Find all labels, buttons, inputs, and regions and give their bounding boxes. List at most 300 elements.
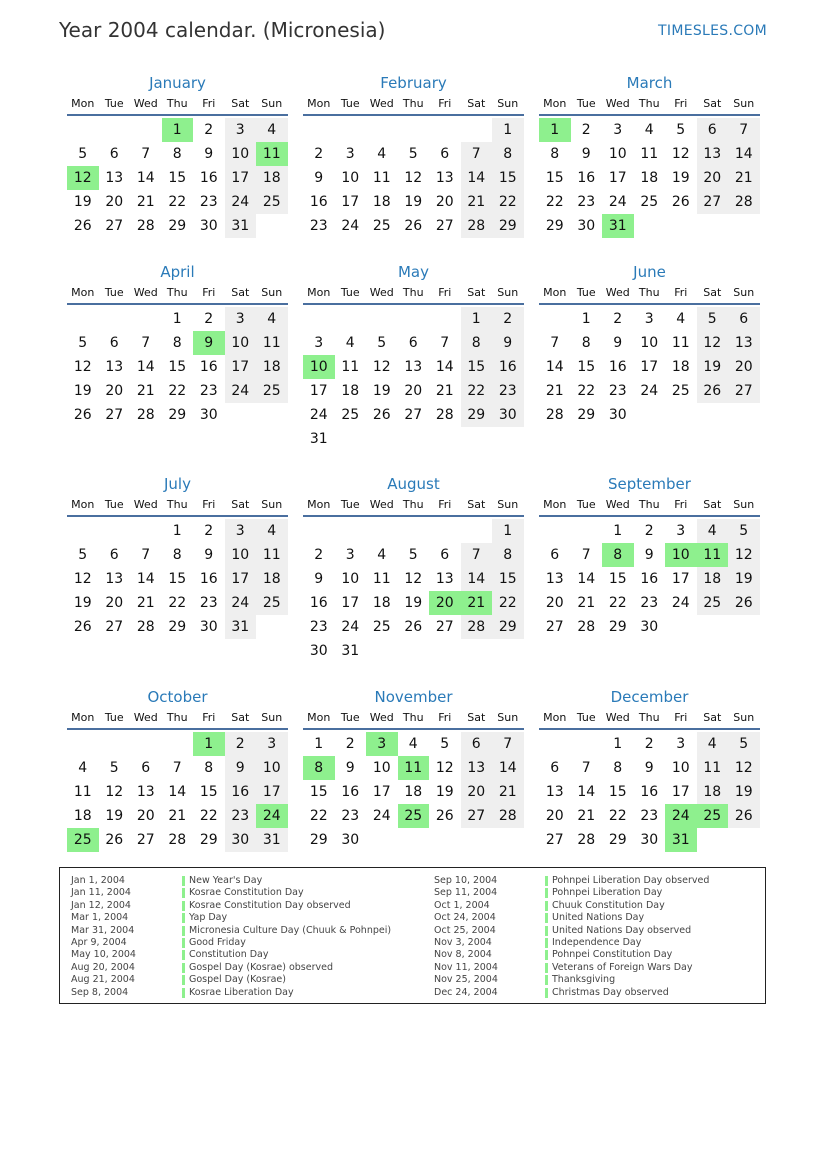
day-cell: 9: [613, 335, 623, 351]
holiday-date: Sep 8, 2004: [71, 986, 129, 998]
day-cell: 24: [256, 804, 288, 828]
weekday-label: Sat: [467, 286, 486, 299]
month-december: [539, 686, 760, 852]
weekday-label: Fri: [202, 286, 216, 299]
weekday-label: Tue: [576, 711, 596, 724]
weekday-label: Sun: [733, 711, 755, 724]
page-title: Year 2004 calendar. (Micronesia): [59, 18, 386, 42]
day-cell: 14: [136, 359, 155, 375]
day-grid: [539, 118, 760, 238]
day-cell: 23: [341, 808, 360, 824]
weekday-label: Sat: [467, 711, 486, 724]
day-cell: 3: [644, 311, 654, 327]
day-cell: 18: [73, 808, 92, 824]
day-cell: 13: [545, 571, 564, 587]
day-cell: 11: [372, 571, 391, 587]
day-cell: 17: [225, 166, 257, 190]
weekday-label: Wed: [605, 711, 630, 724]
day-cell: 29: [492, 214, 524, 238]
day-cell: 28: [136, 619, 155, 635]
weekday-label: Fri: [438, 498, 452, 511]
empty-cell: [398, 307, 430, 331]
day-cell: 19: [404, 194, 423, 210]
holiday-name: Kosrae Liberation Day: [189, 986, 294, 998]
weekday-label: Wed: [369, 711, 394, 724]
weekday-label: Sun: [497, 286, 519, 299]
day-cell: 8: [172, 146, 182, 162]
day-cell: 21: [577, 808, 596, 824]
legend-row: [434, 925, 764, 937]
day-cell: 6: [109, 547, 119, 563]
holiday-date: Oct 25, 2004: [434, 924, 496, 936]
day-cell: 30: [199, 619, 218, 635]
holiday-name: United Nations Day observed: [552, 924, 692, 936]
holiday-legend: [59, 867, 766, 1004]
day-cell: 16: [199, 170, 218, 186]
holiday-marker: [182, 888, 185, 898]
holiday-name: Pohnpei Constitution Day: [552, 949, 673, 961]
day-cell: 28: [461, 214, 493, 238]
day-cell: 5: [377, 335, 387, 351]
day-cell: 2: [492, 307, 524, 331]
day-cell: 27: [435, 619, 454, 635]
day-cell: 12: [404, 571, 423, 587]
day-cell: 14: [136, 571, 155, 587]
day-cell: 28: [136, 218, 155, 234]
day-grid: [303, 118, 524, 238]
header-rule: [539, 728, 760, 730]
day-cell: 5: [728, 519, 760, 543]
holiday-marker: [545, 950, 548, 960]
day-cell: 19: [728, 567, 760, 591]
day-cell: 25: [256, 190, 288, 214]
day-cell: 17: [372, 784, 391, 800]
day-cell: 23: [199, 194, 218, 210]
empty-cell: [67, 118, 99, 142]
day-cell: 11: [372, 170, 391, 186]
weekday-label: Wed: [369, 498, 394, 511]
day-cell: 28: [435, 407, 454, 423]
day-cell: 22: [168, 595, 187, 611]
weekday-label: Sun: [733, 286, 755, 299]
legend-row: [71, 912, 401, 924]
weekday-label: Thu: [166, 286, 188, 299]
holiday-date: Apr 9, 2004: [71, 936, 127, 948]
day-cell: 21: [461, 591, 493, 615]
day-cell: 27: [545, 619, 564, 635]
weekday-label: Thu: [402, 286, 424, 299]
day-cell: 8: [461, 331, 493, 355]
day-cell: 4: [408, 736, 418, 752]
empty-cell: [571, 519, 603, 543]
holiday-marker: [545, 938, 548, 948]
day-cell: 15: [492, 567, 524, 591]
day-cell: 1: [172, 311, 182, 327]
day-cell: 10: [372, 760, 391, 776]
day-cell: 24: [665, 804, 697, 828]
empty-cell: [398, 519, 430, 543]
day-cell: 6: [109, 146, 119, 162]
holiday-date: Sep 10, 2004: [434, 875, 498, 886]
legend-column-left: [71, 875, 401, 999]
day-cell: 24: [640, 383, 659, 399]
day-cell: 31: [665, 828, 697, 852]
day-cell: 11: [256, 142, 288, 166]
day-cell: 11: [341, 359, 360, 375]
brand-link[interactable]: TIMESLES.COM: [658, 23, 767, 39]
holiday-date: May 10, 2004: [71, 949, 136, 961]
month-january: [67, 72, 288, 238]
day-cell: 18: [256, 166, 288, 190]
day-cell: 12: [67, 166, 99, 190]
day-cell: 10: [671, 760, 690, 776]
day-cell: 18: [372, 595, 391, 611]
day-cell: 31: [341, 643, 360, 659]
day-cell: 29: [608, 832, 627, 848]
day-cell: 13: [105, 170, 124, 186]
weekday-header: [303, 283, 524, 303]
empty-cell: [429, 118, 461, 142]
day-cell: 18: [671, 359, 690, 375]
day-cell: 1: [162, 118, 194, 142]
empty-cell: [67, 307, 99, 331]
day-cell: 26: [73, 407, 92, 423]
empty-cell: [366, 118, 398, 142]
empty-cell: [571, 732, 603, 756]
empty-cell: [366, 519, 398, 543]
day-cell: 23: [225, 804, 257, 828]
day-cell: 17: [640, 359, 659, 375]
day-cell: 22: [168, 383, 187, 399]
day-cell: 20: [545, 595, 564, 611]
weekday-label: Mon: [307, 286, 331, 299]
day-cell: 14: [728, 142, 760, 166]
day-cell: 30: [341, 832, 360, 848]
day-cell: 3: [345, 547, 355, 563]
day-cell: 7: [172, 760, 182, 776]
weekday-label: Wed: [369, 97, 394, 110]
day-cell: 29: [168, 218, 187, 234]
day-cell: 17: [341, 595, 360, 611]
empty-cell: [429, 519, 461, 543]
weekday-label: Sun: [261, 498, 283, 511]
day-cell: 8: [492, 543, 524, 567]
empty-cell: [335, 118, 367, 142]
day-cell: 21: [136, 383, 155, 399]
day-cell: 1: [492, 519, 524, 543]
day-cell: 13: [728, 331, 760, 355]
day-grid: [67, 307, 288, 427]
holiday-date: Nov 25, 2004: [434, 974, 498, 986]
day-cell: 18: [256, 567, 288, 591]
weekday-label: Tue: [340, 286, 360, 299]
day-cell: 8: [602, 543, 634, 567]
day-cell: 14: [136, 170, 155, 186]
day-cell: 15: [168, 571, 187, 587]
weekday-label: Sat: [703, 286, 722, 299]
day-cell: 26: [728, 804, 760, 828]
day-cell: 22: [168, 194, 187, 210]
day-grid: [539, 307, 760, 427]
header-rule: [303, 114, 524, 116]
day-cell: 23: [309, 218, 328, 234]
month-august: [303, 473, 524, 663]
day-cell: 6: [728, 307, 760, 331]
day-cell: 31: [602, 214, 634, 238]
day-cell: 20: [697, 166, 729, 190]
holiday-date: Oct 1, 2004: [434, 899, 490, 911]
holiday-date: Jan 11, 2004: [71, 887, 131, 899]
day-cell: 30: [225, 828, 257, 852]
weekday-label: Tue: [576, 97, 596, 110]
weekday-label: Sat: [231, 711, 250, 724]
day-cell: 12: [372, 359, 391, 375]
holiday-marker: [545, 901, 548, 911]
day-cell: 13: [545, 784, 564, 800]
day-cell: 16: [608, 359, 627, 375]
holiday-name: Pohnpei Liberation Day observed: [552, 875, 710, 886]
empty-cell: [130, 519, 162, 543]
holiday-date: Oct 24, 2004: [434, 912, 496, 924]
day-cell: 18: [256, 355, 288, 379]
header-rule: [303, 728, 524, 730]
weekday-label: Mon: [307, 97, 331, 110]
day-cell: 10: [341, 170, 360, 186]
day-cell: 2: [314, 547, 324, 563]
empty-cell: [99, 732, 131, 756]
weekday-label: Mon: [71, 286, 95, 299]
empty-cell: [335, 519, 367, 543]
day-cell: 17: [225, 355, 257, 379]
day-cell: 25: [67, 828, 99, 852]
day-cell: 27: [461, 804, 493, 828]
weekday-label: Mon: [307, 711, 331, 724]
legend-row: [434, 887, 764, 899]
legend-row: [434, 962, 764, 974]
day-cell: 15: [309, 784, 328, 800]
legend-row: [71, 949, 401, 961]
holiday-name: Gospel Day (Kosrae): [189, 974, 286, 986]
weekday-label: Sat: [467, 97, 486, 110]
day-cell: 26: [671, 194, 690, 210]
day-cell: 15: [168, 359, 187, 375]
weekday-label: Thu: [638, 498, 660, 511]
weekday-header: [67, 495, 288, 515]
holiday-date: Dec 24, 2004: [434, 986, 498, 998]
day-cell: 12: [404, 170, 423, 186]
holiday-marker: [182, 975, 185, 985]
holiday-name: Good Friday: [189, 936, 246, 948]
month-name: May: [397, 263, 429, 281]
day-cell: 6: [141, 760, 151, 776]
day-cell: 29: [492, 615, 524, 639]
day-cell: 2: [204, 122, 214, 138]
weekday-label: Sat: [703, 498, 722, 511]
day-cell: 2: [314, 146, 324, 162]
day-cell: 25: [671, 383, 690, 399]
day-cell: 16: [341, 784, 360, 800]
weekday-label: Thu: [402, 97, 424, 110]
holiday-marker: [545, 975, 548, 985]
day-cell: 30: [640, 832, 659, 848]
day-cell: 20: [461, 780, 493, 804]
day-cell: 19: [697, 355, 729, 379]
holiday-marker: [182, 963, 185, 973]
day-cell: 7: [581, 547, 591, 563]
day-cell: 13: [435, 571, 454, 587]
weekday-label: Sun: [261, 711, 283, 724]
day-cell: 20: [545, 808, 564, 824]
day-cell: 10: [225, 543, 257, 567]
header-rule: [539, 515, 760, 517]
holiday-marker: [182, 988, 185, 998]
day-cell: 22: [577, 383, 596, 399]
weekday-label: Tue: [104, 711, 124, 724]
weekday-label: Fri: [674, 711, 688, 724]
holiday-date: Sep 11, 2004: [434, 887, 498, 899]
weekday-label: Fri: [674, 97, 688, 110]
day-cell: 3: [256, 732, 288, 756]
header-rule: [539, 114, 760, 116]
day-cell: 21: [577, 595, 596, 611]
day-grid: [67, 118, 288, 238]
month-name: January: [149, 74, 206, 92]
holiday-name: Kosrae Constitution Day observed: [189, 899, 351, 911]
day-cell: 12: [73, 359, 92, 375]
weekday-label: Thu: [166, 498, 188, 511]
day-cell: 15: [168, 170, 187, 186]
holiday-date: Mar 1, 2004: [71, 912, 129, 924]
day-cell: 25: [256, 591, 288, 615]
holiday-date: Aug 21, 2004: [71, 974, 135, 986]
day-cell: 11: [697, 756, 729, 780]
weekday-label: Thu: [166, 711, 188, 724]
day-cell: 10: [665, 543, 697, 567]
day-cell: 9: [492, 331, 524, 355]
weekday-label: Mon: [71, 711, 95, 724]
day-cell: 17: [671, 784, 690, 800]
day-cell: 5: [408, 146, 418, 162]
day-cell: 13: [404, 359, 423, 375]
day-cell: 19: [372, 383, 391, 399]
holiday-name: United Nations Day: [552, 912, 645, 924]
day-cell: 15: [461, 355, 493, 379]
day-grid: [67, 732, 288, 852]
day-cell: 8: [303, 756, 335, 780]
holiday-marker: [545, 888, 548, 898]
day-cell: 18: [341, 383, 360, 399]
day-cell: 16: [492, 355, 524, 379]
holiday-date: Jan 12, 2004: [71, 899, 131, 911]
day-cell: 27: [105, 218, 124, 234]
day-cell: 1: [539, 118, 571, 142]
day-cell: 21: [461, 190, 493, 214]
weekday-label: Mon: [543, 711, 567, 724]
day-cell: 26: [73, 619, 92, 635]
day-cell: 24: [225, 379, 257, 403]
day-cell: 25: [640, 194, 659, 210]
day-grid: [303, 307, 524, 451]
weekday-label: Thu: [638, 286, 660, 299]
day-cell: 26: [435, 808, 454, 824]
day-cell: 24: [372, 808, 391, 824]
weekday-label: Tue: [104, 498, 124, 511]
holiday-name: Yap Day: [189, 912, 228, 924]
legend-row: [71, 937, 401, 949]
day-cell: 21: [492, 780, 524, 804]
day-cell: 20: [105, 383, 124, 399]
weekday-label: Sun: [733, 97, 755, 110]
legend-row: [434, 974, 764, 986]
day-cell: 4: [377, 146, 387, 162]
day-cell: 7: [141, 146, 151, 162]
day-cell: 29: [309, 832, 328, 848]
day-cell: 20: [105, 194, 124, 210]
day-cell: 22: [492, 190, 524, 214]
day-cell: 1: [613, 736, 623, 752]
day-cell: 28: [545, 407, 564, 423]
weekday-label: Mon: [307, 498, 331, 511]
day-cell: 14: [545, 359, 564, 375]
day-cell: 10: [303, 355, 335, 379]
month-name: October: [147, 688, 208, 706]
empty-cell: [539, 307, 571, 331]
day-cell: 11: [640, 146, 659, 162]
empty-cell: [99, 519, 131, 543]
weekday-label: Sat: [467, 498, 486, 511]
day-cell: 16: [640, 571, 659, 587]
weekday-header: [539, 495, 760, 515]
day-cell: 28: [728, 190, 760, 214]
day-cell: 26: [372, 407, 391, 423]
day-cell: 16: [225, 780, 257, 804]
day-cell: 2: [345, 736, 355, 752]
day-cell: 22: [545, 194, 564, 210]
weekday-label: Wed: [133, 711, 158, 724]
weekday-header: [303, 94, 524, 114]
day-cell: 23: [309, 619, 328, 635]
day-cell: 29: [168, 407, 187, 423]
day-cell: 27: [435, 218, 454, 234]
day-cell: 19: [73, 194, 92, 210]
day-cell: 14: [492, 756, 524, 780]
weekday-label: Sun: [497, 97, 519, 110]
day-cell: 23: [608, 383, 627, 399]
holiday-date: Nov 3, 2004: [434, 936, 492, 948]
legend-row: [434, 949, 764, 961]
day-cell: 14: [577, 571, 596, 587]
day-cell: 1: [581, 311, 591, 327]
day-cell: 3: [225, 307, 257, 331]
day-cell: 22: [608, 808, 627, 824]
empty-cell: [99, 307, 131, 331]
weekday-label: Sun: [497, 711, 519, 724]
day-cell: 3: [676, 736, 686, 752]
day-cell: 17: [608, 170, 627, 186]
day-cell: 15: [608, 571, 627, 587]
day-cell: 13: [435, 170, 454, 186]
day-cell: 28: [168, 832, 187, 848]
weekday-label: Sun: [497, 498, 519, 511]
weekday-header: [67, 283, 288, 303]
day-cell: 2: [204, 523, 214, 539]
weekday-header: [539, 94, 760, 114]
day-cell: 1: [314, 736, 324, 752]
day-cell: 2: [581, 122, 591, 138]
month-name: March: [626, 74, 673, 92]
day-cell: 2: [613, 311, 623, 327]
day-cell: 17: [225, 567, 257, 591]
